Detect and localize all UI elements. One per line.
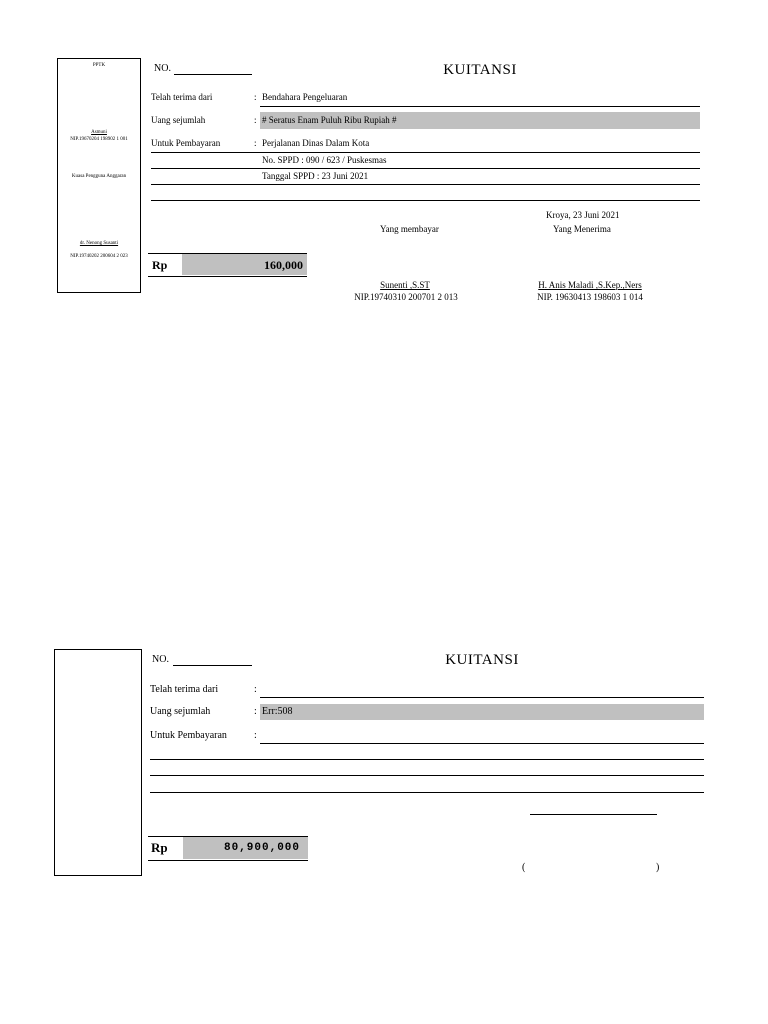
receipt1-sppd-number: No. SPPD : 090 / 623 / Puskesmas bbox=[262, 155, 387, 165]
receipt1-amount-bottom-line bbox=[148, 276, 307, 277]
receipt1-amount-in-words: # Seratus Enam Puluh Ribu Rupiah # bbox=[262, 115, 397, 125]
receipt1-row-value-received-from: Bendahara Pengeluaran bbox=[262, 92, 348, 102]
receipt1-place-date: Kroya, 23 Juni 2021 bbox=[546, 210, 620, 220]
receipt1-payer-name: Sunenti ,S.ST bbox=[380, 280, 430, 290]
receipt2-rp-label: Rp bbox=[151, 840, 168, 855]
receipt1-row-line bbox=[151, 184, 700, 185]
receipt2-row-line bbox=[150, 759, 704, 760]
receipt1-row-label-payment-for: Untuk Pembayaran bbox=[151, 138, 221, 148]
receipt2-row-line bbox=[260, 697, 704, 698]
receipt1-payment-purpose: Perjalanan Dinas Dalam Kota bbox=[262, 138, 370, 148]
receipt2-amount: 80,900,000 bbox=[223, 842, 300, 854]
receipt1-pptk-label: PPTK bbox=[92, 63, 106, 68]
receipt2-row-label-amount: Uang sejumlah bbox=[150, 706, 211, 717]
receipt1-side-person1-name: Asmuni bbox=[91, 130, 107, 135]
receipt1-receiver-nip: NIP. 19630413 198603 1 014 bbox=[537, 292, 643, 302]
receipt1-row-colon: : bbox=[254, 138, 257, 148]
receipt1-side-person2-name: dr. Nenong Susanti bbox=[79, 241, 119, 246]
receipt1-side-person2-nip: NIP.19740202 200604 2 023 bbox=[70, 254, 128, 259]
receipt2-side-panel bbox=[54, 649, 142, 876]
receipt1-row-colon: : bbox=[254, 92, 257, 102]
receipt2-row-label-payment-for: Untuk Pembayaran bbox=[150, 730, 227, 741]
receipt1-row-label-received-from: Telah terima dari bbox=[151, 92, 213, 102]
receipt1-rp-label: Rp bbox=[152, 258, 168, 272]
receipt1-sppd-date: Tanggal SPPD : 23 Juni 2021 bbox=[262, 171, 369, 181]
receipt1-receiver-name: H. Anis Maladi ,S.Kep.,Ners bbox=[538, 280, 642, 290]
receipt2-no-line bbox=[173, 665, 252, 666]
receipt1-no-line bbox=[174, 74, 252, 75]
receipt2-row-label-received-from: Telah terima dari bbox=[150, 684, 219, 695]
receipt1-receiver-label: Yang Menerima bbox=[553, 224, 611, 234]
receipt1-amount-top-line bbox=[148, 253, 307, 254]
receipt1-row-line bbox=[260, 106, 700, 107]
receipt2-no-label: NO. bbox=[152, 654, 169, 665]
receipt1-row-label-amount: Uang sejumlah bbox=[151, 115, 206, 125]
receipt2-amount-bottom-line bbox=[148, 860, 308, 861]
receipt2-row-colon: : bbox=[254, 684, 257, 695]
receipt1-row-colon: : bbox=[254, 115, 257, 125]
receipt2-paren-close: ) bbox=[656, 862, 660, 873]
receipt1-row-line bbox=[151, 152, 700, 153]
receipt2-amount-in-words: Err:508 bbox=[262, 706, 293, 717]
receipt1-row-line bbox=[151, 168, 700, 169]
receipt2-title: KUITANSI bbox=[445, 652, 519, 668]
receipt2-paren-open: ( bbox=[522, 862, 526, 873]
receipt1-row-line bbox=[151, 200, 700, 201]
receipt1-title: KUITANSI bbox=[443, 62, 517, 78]
receipt2-row-line bbox=[260, 743, 704, 744]
receipt2-amount-words-bg bbox=[260, 704, 704, 720]
receipt2-row-colon: : bbox=[254, 730, 257, 741]
receipt1-side-role: Kuasa Pengguna Anggaran bbox=[71, 174, 127, 179]
receipt1-payer-label: Yang membayar bbox=[380, 224, 439, 234]
receipt1-amount: 160,000 bbox=[264, 258, 303, 272]
receipt2-amount-top-line bbox=[148, 836, 308, 837]
receipt2-signature-line bbox=[530, 814, 657, 815]
receipt2-row-line bbox=[150, 775, 704, 776]
receipt2-row-colon: : bbox=[254, 706, 257, 717]
receipt1-side-person1-nip: NIP.19670204 198902 1 001 bbox=[70, 137, 128, 142]
receipt1-payer-nip: NIP.19740310 200701 2 013 bbox=[354, 292, 458, 302]
receipt1-no-label: NO. bbox=[154, 63, 171, 74]
receipt2-row-line bbox=[150, 792, 704, 793]
